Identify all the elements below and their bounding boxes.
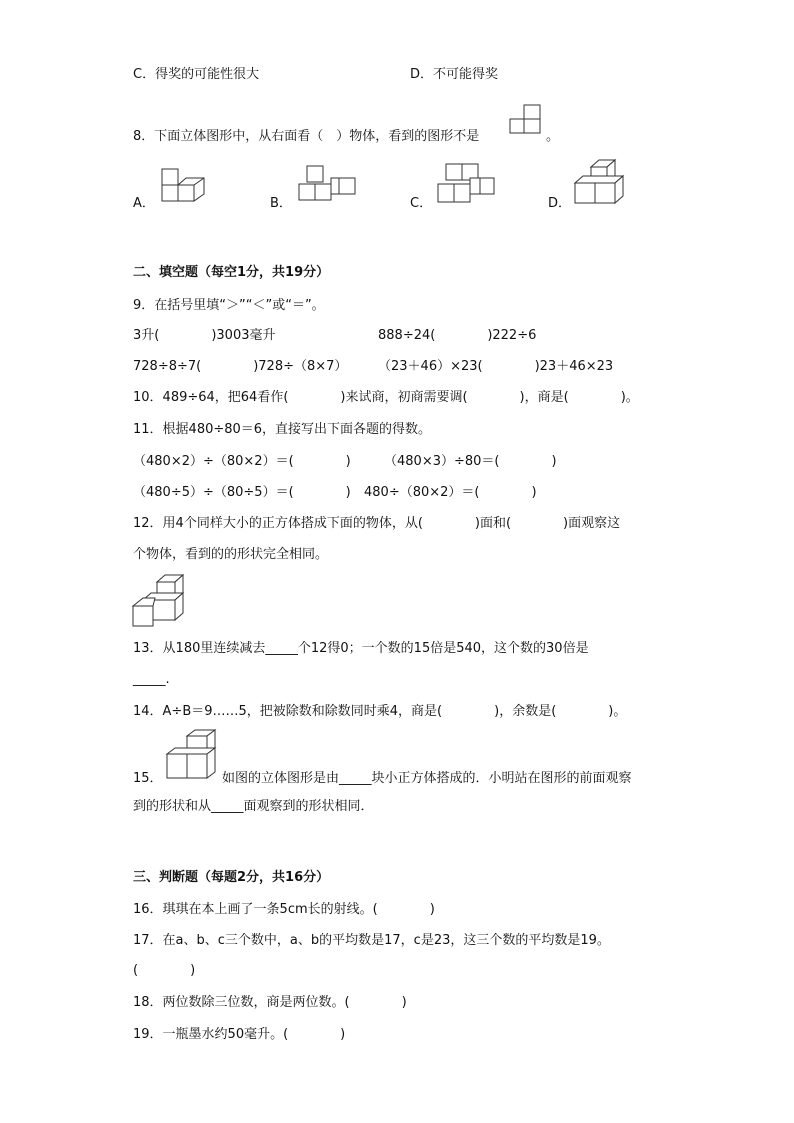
q9-item-1: 3升( )3003毫升 xyxy=(133,328,276,343)
q17-answer-blank: ( ) xyxy=(133,963,196,978)
q15-text-line-1: 如图的立体图形是由_____块小正方体搭成的．小明站在图形的前面观察 xyxy=(222,771,632,786)
q7-option-c: C．得奖的可能性很大 xyxy=(133,67,260,82)
q18-text: 18．两位数除三位数，商是两位数。( ) xyxy=(133,995,407,1010)
q8-reference-view-figure xyxy=(508,103,544,135)
q13-text-line-2: _____. xyxy=(133,672,170,687)
q15-text-line-2: 到的形状和从_____面观察到的形状相同． xyxy=(133,799,374,814)
q8-stem: 8．下面立体图形中，从右面看（ ）物体，看到的图形不是 xyxy=(133,129,480,144)
q12-cube-figure xyxy=(131,572,191,628)
q8-option-c-figure xyxy=(436,162,498,206)
q9-stem: 9．在括号里填“＞”“＜”或“＝”。 xyxy=(133,298,325,313)
q11-item-4: 480÷（80×2）＝( ) xyxy=(364,485,537,500)
q10-text: 10．489÷64，把64看作( )来试商，初商需要调( )，商是( )。 xyxy=(133,390,639,405)
q13-text-line-1: 13．从180里连续减去_____个12得0；一个数的15倍是540，这个数的30倍是 xyxy=(133,641,589,656)
section-2-heading: 二、填空题（每空1分，共19分） xyxy=(133,265,330,280)
q11-item-3: （480÷5）÷（80÷5）＝( ) xyxy=(133,485,351,500)
q8-option-a-label: A． xyxy=(133,196,155,211)
q19-text: 19．一瓶墨水约50毫升。( ) xyxy=(133,1027,346,1042)
q8-option-a-figure xyxy=(160,165,208,205)
q11-item-2: （480×3）÷80＝( ) xyxy=(384,454,557,469)
q12-text-line-1: 12．用4个同样大小的正方体搭成下面的物体，从( )面和( )面观察这 xyxy=(133,516,621,531)
q16-text: 16．琪琪在本上画了一条5cm长的射线。( ) xyxy=(133,902,435,917)
q7-option-d: D．不可能得奖 xyxy=(410,67,499,82)
q11-item-1: （480×2）÷（80×2）＝( ) xyxy=(133,454,351,469)
q8-option-d-label: D． xyxy=(548,196,572,211)
q8-option-c-label: C． xyxy=(410,196,433,211)
q8-stem-end: 。 xyxy=(546,129,560,144)
section-3-heading: 三、判断题（每题2分，共16分） xyxy=(133,870,330,885)
q15-number: 15． xyxy=(133,771,163,786)
q9-item-4: （23＋46）×23( )23＋46×23 xyxy=(378,359,614,374)
q8-option-b-figure xyxy=(297,162,359,204)
q8-option-b-label: B． xyxy=(270,196,292,211)
q12-text-line-2: 个物体，看到的的形状完全相同。 xyxy=(133,547,329,562)
q14-text: 14．A÷B＝9……5，把被除数和除数同时乘4，商是( )，余数是( )。 xyxy=(133,704,627,719)
q9-item-3: 728÷8÷7( )728÷（8×7） xyxy=(133,359,348,374)
q17-text-line-1: 17．在a、b、c三个数中，a、b的平均数是17，c是23，这三个数的平均数是19。 xyxy=(133,933,610,948)
q15-cube-figure xyxy=(163,728,221,784)
q11-stem: 11．根据480÷80＝6，直接写出下面各题的得数。 xyxy=(133,422,432,437)
q8-option-d-figure xyxy=(573,157,629,207)
q9-item-2: 888÷24( )222÷6 xyxy=(378,328,537,343)
